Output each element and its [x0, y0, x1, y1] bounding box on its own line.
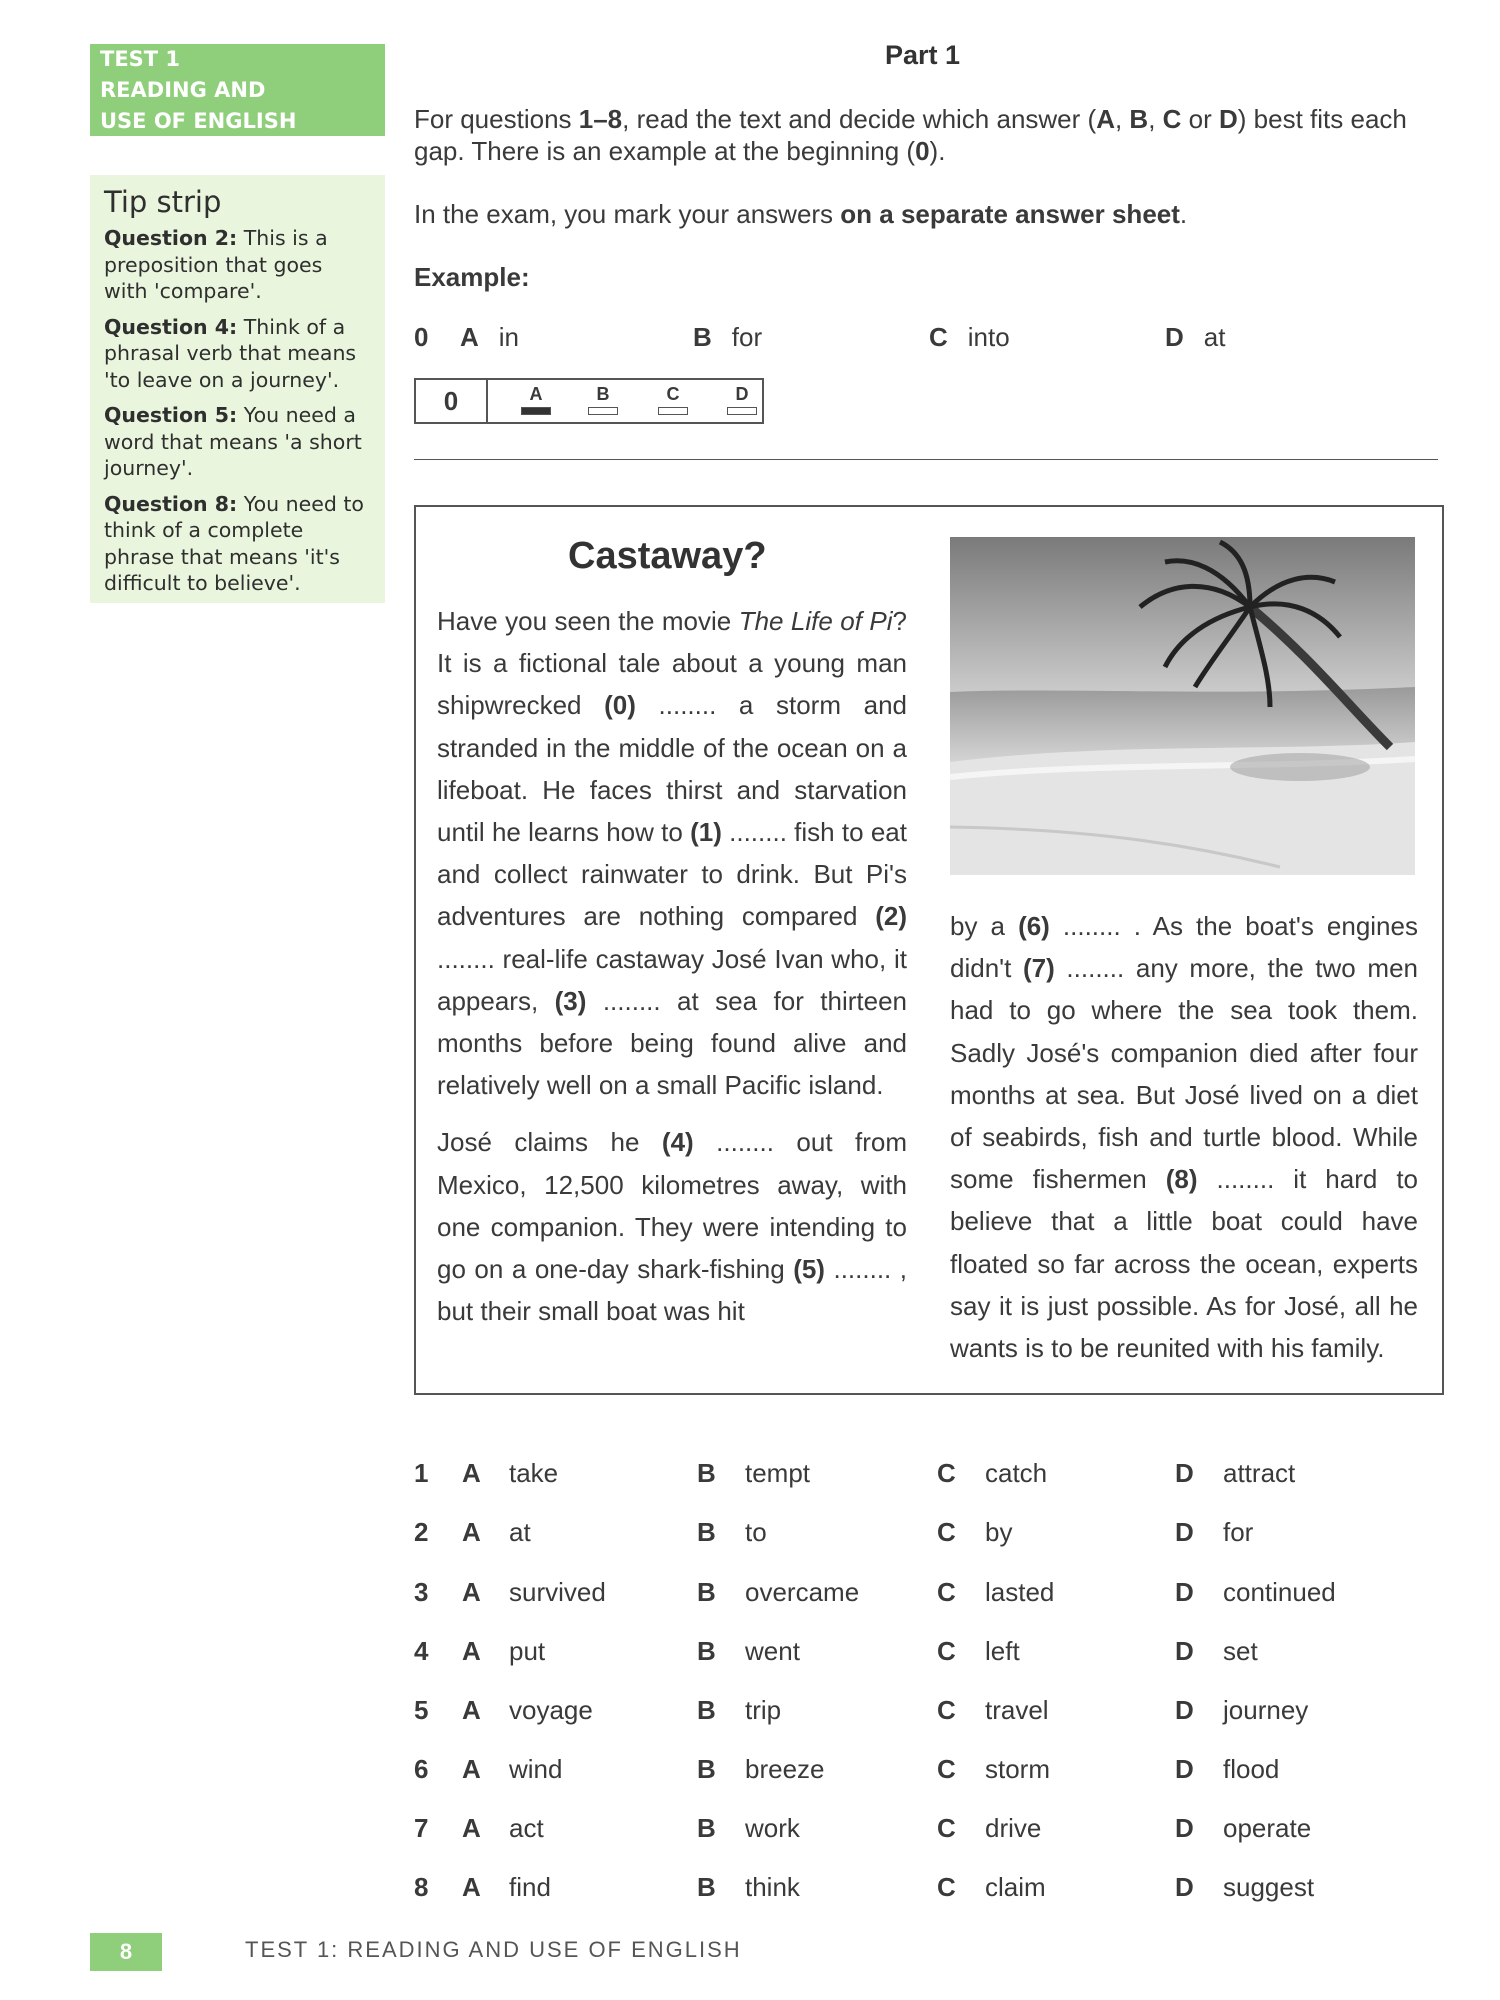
option-word: at: [1203, 322, 1226, 352]
option-word: into: [967, 322, 1010, 352]
option-letter: A: [460, 322, 479, 352]
option-word: suggest: [1223, 1872, 1315, 1902]
example-number-text: 0: [414, 322, 429, 352]
option-word: travel: [985, 1695, 1049, 1725]
instr-text: or: [1181, 104, 1220, 134]
option-letter: D: [1175, 1577, 1194, 1607]
option-letter: C: [937, 1458, 956, 1488]
example-number: [414, 322, 448, 353]
option-letter: B: [693, 322, 712, 352]
option-word: in: [498, 322, 520, 352]
answer-sheet-sample: [414, 378, 764, 424]
text: ........ any more, the two men had to go where the sea took them. Sadly José's companion died after four months at sea. But José lived on a diet of seabirds, fish and turtle blood. While some fishermen: [950, 953, 1418, 1195]
option-letter: A: [462, 1754, 481, 1784]
option-letter: C: [937, 1813, 956, 1843]
gap-marker: (1): [690, 817, 722, 848]
tip-item: [104, 402, 371, 482]
article-paragraph: [437, 1121, 907, 1332]
option-word: at: [509, 1517, 531, 1547]
text: José claims he: [437, 1127, 662, 1158]
bubble-letter: C: [666, 384, 680, 404]
option-word: survived: [509, 1577, 606, 1607]
text: ........ it hard to believe that a little boat could have floated so far across the ocean, experts say it is just possible. As for José, all he wants is to be reunited with his family.: [950, 1164, 1419, 1364]
tip-item: [104, 491, 371, 597]
text: ........ a storm and stranded in the middle of the ocean on a lifeboat. He faces thirst and starvation until he learns how to: [437, 690, 907, 848]
option-word: continued: [1223, 1577, 1336, 1607]
answer-bubble-d: [726, 384, 758, 415]
option-word: to: [745, 1517, 767, 1547]
text: ........ at sea for thirteen months before being found alive and relatively well on a small Pacific island.: [437, 985, 908, 1101]
text: Have you seen the movie: [437, 606, 739, 636]
answer-bubble-a: [520, 384, 552, 415]
text: by a: [950, 911, 1019, 941]
question-number: 3: [414, 1577, 429, 1607]
option-letter: B: [697, 1754, 716, 1784]
question-row: [414, 1458, 1434, 1498]
option-letter: C: [937, 1636, 956, 1666]
bubble-empty: [588, 407, 618, 415]
section-label-line2: USE OF ENGLISH: [100, 109, 297, 133]
option-word: journey: [1223, 1695, 1309, 1725]
option-word: tempt: [745, 1458, 811, 1488]
answer-bubble-c: [657, 384, 689, 415]
question-row: [414, 1517, 1434, 1557]
option-letter: D: [1175, 1872, 1194, 1902]
option-letter: C: [937, 1577, 956, 1607]
option-word: take: [509, 1458, 559, 1488]
example-option-b: [693, 322, 762, 353]
text: ........ fish to eat and collect rainwater to drink. But Pi's adventures are nothing compared: [437, 817, 907, 932]
question-number: 5: [414, 1695, 429, 1725]
option-word: lasted: [985, 1577, 1055, 1607]
instr-text: ) best fits each gap. There is an example at the beginning (: [414, 104, 1407, 166]
footer-running-title: TEST 1: READING AND USE OF ENGLISH: [245, 1937, 742, 1962]
option-word: set: [1223, 1636, 1258, 1666]
gap-marker: (0): [604, 690, 636, 721]
option-letter: C: [937, 1754, 956, 1784]
option-letter: C: [937, 1695, 956, 1725]
page-number: 8: [90, 1933, 162, 1971]
option-letter: B: [697, 1813, 716, 1843]
example-option-a: [460, 322, 519, 353]
option-letter: A: [462, 1577, 481, 1607]
option-letter: A: [462, 1517, 481, 1547]
gap-marker: (5): [793, 1254, 825, 1285]
example-option-c: [929, 322, 1010, 353]
bubble-empty: [727, 407, 757, 415]
tip-item: [104, 314, 371, 394]
tip-strip: [90, 175, 385, 603]
movie-title: The Life of Pi: [738, 606, 893, 636]
example-title: Example:: [414, 262, 530, 292]
option-letter: D: [1165, 322, 1184, 352]
article-left-column: [437, 600, 907, 1347]
question-number: 7: [414, 1813, 429, 1843]
option-word: act: [509, 1813, 544, 1843]
text: ? It is a fictional tale about a young man shipwrecked: [437, 606, 907, 721]
article-right-column: [950, 905, 1418, 1384]
option-word: claim: [985, 1872, 1046, 1902]
question-number: 1: [414, 1458, 429, 1488]
option-word: overcame: [745, 1577, 860, 1607]
gap-marker: (3): [554, 985, 587, 1016]
option-letter: B: [697, 1636, 716, 1666]
gap-marker: (4): [661, 1127, 694, 1158]
instr-text: ,: [1114, 104, 1130, 134]
gap-marker: (2): [875, 901, 907, 932]
option-letter: B: [697, 1458, 716, 1488]
instr-range: 1–8: [578, 104, 623, 134]
text: ........ out from Mexico, 12,500 kilometres away, with one companion. They were intending to go on a one-day shark-fishing: [437, 1127, 908, 1285]
question-row: [414, 1872, 1434, 1912]
bubble-letter: D: [735, 384, 749, 404]
option-letter: A: [462, 1636, 481, 1666]
option-letter: A: [462, 1695, 481, 1725]
instr-text: For questions: [414, 104, 579, 134]
article-paragraph: [437, 600, 907, 1106]
tip-label: Question 2:: [104, 226, 238, 250]
question-number: 2: [414, 1517, 429, 1547]
option-word: went: [745, 1636, 800, 1666]
question-number: 8: [414, 1872, 429, 1902]
option-word: breeze: [745, 1754, 825, 1784]
option-word: left: [985, 1636, 1020, 1666]
section-label-line1: READING AND: [100, 78, 266, 102]
instr-text: ,: [1148, 104, 1163, 134]
tip-item: [104, 225, 371, 305]
instr-letter: D: [1219, 104, 1238, 134]
option-word: attract: [1223, 1458, 1296, 1488]
question-number: 4: [414, 1636, 429, 1666]
article-title: Castaway?: [568, 535, 767, 577]
option-letter: A: [462, 1813, 481, 1843]
option-letter: D: [1175, 1754, 1194, 1784]
bubble-letter: A: [529, 384, 543, 404]
text: ........ . As the boat's engines didn't: [950, 911, 1418, 984]
article-paragraph: [950, 905, 1418, 1369]
example-option-d: [1165, 322, 1225, 353]
answer-sheet-instruction: [414, 198, 1414, 230]
question-row: [414, 1695, 1434, 1735]
option-letter: D: [1175, 1458, 1194, 1488]
option-word: put: [509, 1636, 546, 1666]
test-label: TEST 1: [100, 47, 181, 71]
option-letter: B: [697, 1517, 716, 1547]
section-divider: [414, 459, 1438, 460]
option-letter: A: [462, 1458, 481, 1488]
option-word: voyage: [509, 1695, 593, 1725]
tip-text: This is a preposition that goes with 'compare'.: [104, 226, 328, 303]
tip-strip-title: Tip strip: [104, 185, 222, 219]
option-word: find: [509, 1872, 551, 1902]
instr-letter: A: [1096, 104, 1115, 134]
answer-bubble-b: [587, 384, 619, 415]
question-number: 6: [414, 1754, 429, 1784]
gap-marker: (7): [1023, 953, 1055, 984]
gap-marker: (6): [1018, 911, 1050, 941]
option-word: for: [731, 322, 763, 352]
instr-emphasis: on a separate answer sheet: [840, 199, 1180, 229]
question-row: [414, 1577, 1434, 1617]
tip-text: You need to think of a complete phrase that means 'it's difficult to believe'.: [104, 491, 364, 595]
part-title: Part 1: [885, 40, 961, 70]
option-word: trip: [745, 1695, 782, 1725]
instr-text: , read the text and decide which answer (: [622, 104, 1097, 134]
option-letter: D: [1175, 1695, 1194, 1725]
option-word: storm: [985, 1754, 1050, 1784]
option-word: think: [745, 1872, 800, 1902]
question-row: [414, 1636, 1434, 1676]
option-word: flood: [1223, 1754, 1280, 1784]
option-word: catch: [985, 1458, 1048, 1488]
instr-letter: B: [1129, 104, 1149, 134]
tip-label: Question 8:: [104, 491, 238, 516]
instr-text: .: [1179, 199, 1188, 229]
bubble-filled: [521, 407, 551, 415]
gap-marker: (8): [1165, 1164, 1198, 1195]
bubble-empty: [658, 407, 688, 415]
question-row: [414, 1813, 1434, 1853]
option-letter: C: [937, 1872, 956, 1902]
question-row: [414, 1754, 1434, 1794]
option-letter: D: [1175, 1636, 1194, 1666]
option-letter: B: [697, 1577, 716, 1607]
option-letter: A: [462, 1872, 481, 1902]
option-letter: B: [697, 1695, 716, 1725]
option-word: wind: [509, 1754, 563, 1784]
tip-text: Think of a phrasal verb that means 'to leave on a journey'.: [104, 314, 357, 392]
option-letter: C: [937, 1517, 956, 1547]
text: ........ , but their small boat was hit: [437, 1254, 907, 1327]
answer-sheet-number: 0: [416, 380, 488, 422]
beach-photo-illustration: [950, 537, 1415, 875]
option-letter: D: [1175, 1813, 1194, 1843]
instr-letter: C: [1162, 104, 1182, 134]
option-letter: C: [929, 322, 948, 352]
beach-palm-photo: [950, 537, 1415, 875]
text: ........ real-life castaway José Ivan who, it appears,: [437, 943, 907, 1016]
tip-label: Question 5:: [104, 403, 238, 427]
option-word: by: [985, 1517, 1013, 1547]
test-header-box: [90, 44, 385, 136]
option-word: work: [745, 1813, 800, 1843]
option-word: operate: [1223, 1813, 1312, 1843]
option-letter: D: [1175, 1517, 1194, 1547]
option-word: drive: [985, 1813, 1042, 1843]
bubble-letter: B: [596, 384, 610, 404]
tip-label: Question 4:: [104, 314, 238, 339]
tip-text: You need a word that means 'a short journey'.: [104, 403, 362, 480]
option-letter: B: [697, 1872, 716, 1902]
option-word: for: [1223, 1517, 1254, 1547]
instructions-paragraph: [414, 103, 1414, 167]
instr-zero: 0: [915, 136, 930, 166]
instr-text: In the exam, you mark your answers: [414, 199, 841, 229]
instr-text: ).: [929, 136, 946, 166]
